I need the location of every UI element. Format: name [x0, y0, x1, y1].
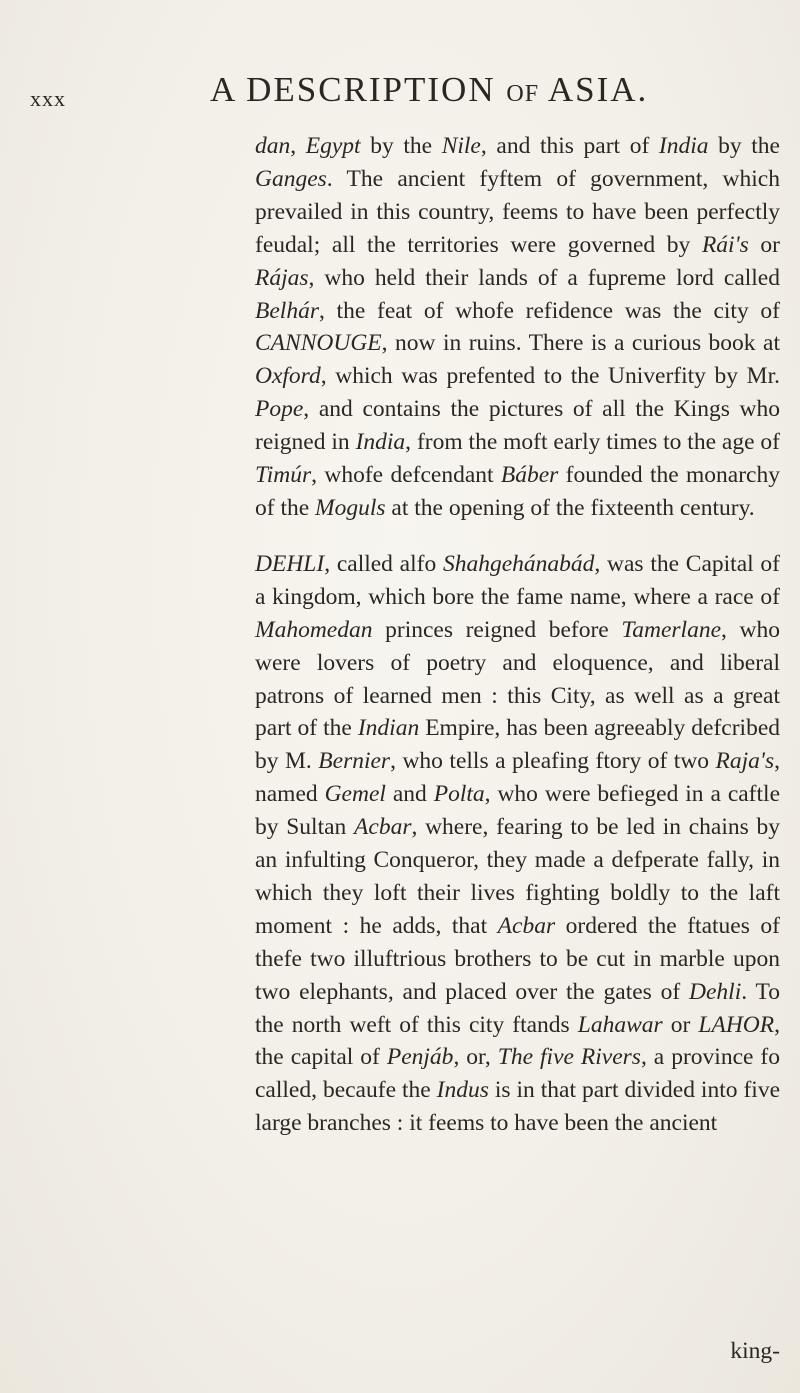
- text-run: founded the monarchy of the: [255, 462, 780, 521]
- text-run: , or,: [453, 1044, 498, 1071]
- running-head-end: ASIA.: [539, 70, 649, 109]
- italic-run: Egypt: [305, 133, 361, 159]
- italic-run: Acbar: [354, 814, 412, 841]
- text-run: , the feat of whofe refidence was the city of: [318, 297, 780, 324]
- italic-run: Timúr: [255, 462, 312, 489]
- italic-run: Bernier: [318, 748, 391, 775]
- italic-run: LAHOR: [698, 1011, 775, 1038]
- text-run: , who held their lands of a fupreme lord called: [308, 264, 780, 291]
- italic-run: Ganges: [255, 165, 327, 192]
- italic-run: Pope: [255, 396, 304, 423]
- text-run: , the capital of: [255, 1011, 780, 1071]
- running-head-of: OF: [506, 81, 540, 107]
- italic-run: Penjáb: [386, 1044, 454, 1071]
- italic-run: The five Rivers: [497, 1044, 641, 1071]
- catchword: king-: [730, 1338, 780, 1364]
- text-run: . The ancient fyftem of government, which prevailed in this country, feems to have been perfectly feudal; all the territories were governed by: [255, 165, 780, 258]
- text-run: is in that part divided into five large branches : it feems to have been the ancient: [255, 1077, 781, 1137]
- text-run: and: [385, 781, 434, 808]
- italic-run: Mahomedan: [255, 616, 373, 643]
- paragraph: [255, 548, 780, 1140]
- italic-run: Indian: [357, 715, 420, 742]
- italic-run: DEHLI: [255, 550, 325, 577]
- text-run: , who tells a pleafing ftory of two: [390, 748, 716, 775]
- italic-run: Shahgehánabád: [442, 550, 595, 577]
- page-number: xxx: [30, 86, 66, 111]
- text-run: by the: [360, 133, 442, 159]
- text-run: princes reigned before: [372, 616, 622, 643]
- text-run: , named: [255, 748, 780, 808]
- text-run: , who were lovers of poetry and eloquence, and liberal patrons of learned men : this City, as well as a great part of the: [255, 616, 780, 742]
- text-run: , called alfo: [324, 550, 443, 577]
- text-run: ,: [290, 133, 306, 159]
- text-run: or: [748, 231, 780, 258]
- italic-run: Dehli: [689, 978, 742, 1005]
- italic-run: Nile: [441, 133, 481, 159]
- italic-run: Tamerlane: [621, 616, 722, 643]
- text-run: ordered the ftatues of thefe two illuftrious brothers to be cut in marble upon two elephants, and placed over the gates of: [255, 912, 780, 1005]
- italic-run: CANNOUGE: [255, 330, 382, 357]
- text-run: , who were befieged in a caftle by Sultan: [255, 781, 780, 841]
- italic-run: Raja's: [715, 748, 775, 775]
- italic-run: India: [658, 133, 709, 159]
- text-run: at the opening of the fixteenth century.: [385, 494, 755, 521]
- text-run: , which was prefented to the Univerfity by Mr.: [320, 363, 780, 390]
- italic-run: Polta: [433, 781, 485, 808]
- body-text: [255, 130, 780, 1140]
- italic-run: dan: [255, 133, 291, 159]
- paragraph: [255, 130, 780, 525]
- text-run: . To the north weft of this city ftands: [255, 978, 780, 1038]
- italic-run: Belhár: [255, 297, 319, 324]
- text-run: by the: [708, 133, 780, 159]
- text-run: or: [662, 1011, 699, 1038]
- italic-run: Gemel: [324, 781, 386, 808]
- italic-run: Báber: [500, 462, 559, 489]
- text-run: , whofe defcendant: [311, 462, 501, 489]
- text-run: , now in ruins. There is a curious book at: [381, 330, 780, 357]
- text-run: , and this part of: [480, 133, 659, 159]
- italic-run: India: [355, 429, 406, 456]
- italic-run: Lahawar: [577, 1011, 663, 1038]
- text-run: , and contains the pictures of all the Kings who reigned in: [255, 396, 780, 456]
- running-head-main: A DESCRIPTION: [210, 70, 507, 109]
- italic-run: Rájas: [255, 264, 309, 291]
- page-header: [30, 70, 770, 126]
- italic-run: Rái's: [701, 231, 749, 258]
- text-run: , a province fo called, becaufe the: [255, 1044, 780, 1104]
- italic-run: Acbar: [497, 912, 556, 939]
- text-run: , from the moft early times to the age of: [405, 429, 781, 456]
- running-head: [210, 70, 648, 110]
- italic-run: Moguls: [315, 494, 386, 521]
- text-run: , was the Capital of a kingdom, which bore the fame name, where a race of: [255, 550, 780, 610]
- text-run: Empire, has been agreeably defcribed by M.: [255, 715, 781, 775]
- italic-run: Oxford: [255, 363, 321, 390]
- italic-run: Indus: [436, 1077, 489, 1104]
- text-run: , where, fearing to be led in chains by an infulting Conqueror, they made a defperate fally, in which they loft their lives fighting boldly to the laft moment : he adds, that: [255, 814, 781, 939]
